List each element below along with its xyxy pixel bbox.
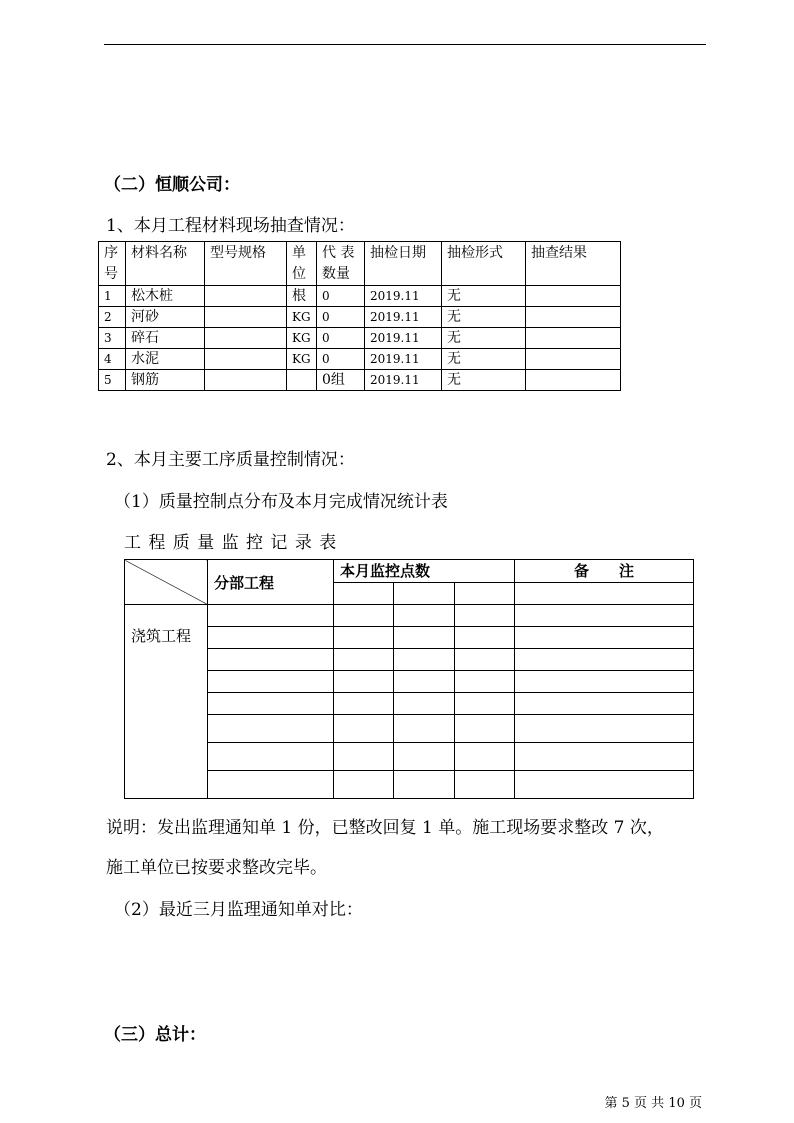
cell	[334, 649, 394, 671]
table-row	[125, 649, 694, 671]
quality-monitoring-table	[124, 559, 694, 799]
header-cell: 材料名称	[126, 242, 205, 286]
cell	[455, 715, 515, 743]
subsection-title: （1）质量控制点分布及本月完成情况统计表	[114, 492, 448, 512]
cell: 无	[442, 349, 526, 370]
cell: 0	[317, 307, 365, 328]
table-title: 工 程 质 量 监 控 记 录 表	[124, 533, 338, 553]
cell	[526, 286, 621, 307]
cell	[515, 693, 694, 715]
cell	[394, 649, 455, 671]
header-cell: 抽检形式	[442, 242, 526, 286]
header-cell: 分部工程	[208, 560, 334, 605]
cell	[205, 286, 287, 307]
cell: 2	[99, 307, 126, 328]
cell: 2019.11	[365, 349, 442, 370]
cell	[208, 605, 334, 627]
cell: 无	[442, 370, 526, 391]
cell: 0	[317, 349, 365, 370]
cell	[394, 605, 455, 627]
subsection-title: （2）最近三月监理通知单对比：	[114, 900, 363, 920]
cell	[394, 771, 455, 799]
diagonal-header-cell	[125, 560, 208, 605]
cell	[394, 693, 455, 715]
note-text: 施工单位已按要求整改完毕。	[106, 858, 327, 878]
cell: 根	[287, 286, 317, 307]
cell: 0	[317, 286, 365, 307]
header-cell: 抽查结果	[526, 242, 621, 286]
cell: 2019.11	[365, 328, 442, 349]
cell	[208, 743, 334, 771]
cell	[394, 715, 455, 743]
table-row	[125, 771, 694, 799]
cell: 松木桩	[126, 286, 205, 307]
cell: 3	[99, 328, 126, 349]
section-heading: （三）总计：	[104, 1025, 206, 1045]
cell: 河砂	[126, 307, 205, 328]
header-cell: 备 注	[515, 560, 694, 583]
header-cell: 代 表 数量	[317, 242, 365, 286]
cell	[455, 582, 515, 605]
cell	[526, 349, 621, 370]
table-row	[125, 627, 694, 649]
cell	[455, 743, 515, 771]
cell	[334, 693, 394, 715]
cell	[515, 582, 694, 605]
cell: 5	[99, 370, 126, 391]
cell	[208, 771, 334, 799]
cell	[208, 715, 334, 743]
note-text: 说明：发出监理通知单 1 份，已整改回复 1 单。施工现场要求整改 7 次，	[106, 818, 664, 838]
material-inspection-table	[98, 241, 621, 391]
cell	[334, 771, 394, 799]
cell	[334, 671, 394, 693]
group-cell: 浇筑工程	[125, 605, 208, 799]
cell: 水泥	[126, 349, 205, 370]
table-row	[99, 307, 621, 328]
cell	[334, 605, 394, 627]
cell	[455, 671, 515, 693]
page-number: 第 5 页 共 10 页	[604, 1096, 702, 1111]
item-title: 1、本月工程材料现场抽查情况：	[106, 216, 355, 236]
cell: KG	[287, 328, 317, 349]
cell	[394, 743, 455, 771]
cell	[208, 649, 334, 671]
cell	[208, 627, 334, 649]
header-cell: 单 位	[287, 242, 317, 286]
cell: 碎石	[126, 328, 205, 349]
table-row	[99, 349, 621, 370]
cell	[455, 771, 515, 799]
cell: KG	[287, 349, 317, 370]
cell: 1	[99, 286, 126, 307]
item-title: 2、本月主要工序质量控制情况：	[106, 450, 355, 470]
cell	[205, 328, 287, 349]
cell	[208, 671, 334, 693]
cell	[205, 370, 287, 391]
cell: 2019.11	[365, 307, 442, 328]
cell	[455, 605, 515, 627]
cell: 4	[99, 349, 126, 370]
table-row	[99, 370, 621, 391]
cell	[334, 627, 394, 649]
cell	[394, 582, 455, 605]
cell	[515, 649, 694, 671]
cell	[334, 715, 394, 743]
cell	[515, 715, 694, 743]
header-cell: 本月监控点数	[334, 560, 515, 583]
cell: 无	[442, 328, 526, 349]
header-cell: 抽检日期	[365, 242, 442, 286]
table-row	[125, 693, 694, 715]
table-header-row	[125, 560, 694, 583]
cell	[208, 693, 334, 715]
cell	[455, 649, 515, 671]
section-heading: （二）恒顺公司：	[104, 175, 240, 195]
table-row	[125, 715, 694, 743]
cell	[455, 627, 515, 649]
cell	[515, 627, 694, 649]
cell: 0	[317, 328, 365, 349]
cell	[515, 605, 694, 627]
table-row	[125, 605, 694, 627]
cell	[334, 582, 394, 605]
cell	[394, 671, 455, 693]
cell	[287, 370, 317, 391]
cell	[515, 743, 694, 771]
header-cell: 序 号	[99, 242, 126, 286]
cell: KG	[287, 307, 317, 328]
cell: 0组	[317, 370, 365, 391]
table-row	[125, 671, 694, 693]
cell	[205, 349, 287, 370]
cell: 2019.11	[365, 370, 442, 391]
header-rule	[104, 44, 706, 45]
cell	[394, 627, 455, 649]
cell	[526, 328, 621, 349]
cell	[526, 307, 621, 328]
cell	[526, 370, 621, 391]
header-cell: 型号规格	[205, 242, 287, 286]
table-row	[125, 743, 694, 771]
cell: 无	[442, 307, 526, 328]
cell: 2019.11	[365, 286, 442, 307]
cell	[515, 771, 694, 799]
cell	[205, 307, 287, 328]
table-row	[99, 286, 621, 307]
table-header-row	[99, 242, 621, 286]
cell: 钢筋	[126, 370, 205, 391]
cell: 无	[442, 286, 526, 307]
cell	[515, 671, 694, 693]
cell	[334, 743, 394, 771]
cell	[455, 693, 515, 715]
table-row	[99, 328, 621, 349]
